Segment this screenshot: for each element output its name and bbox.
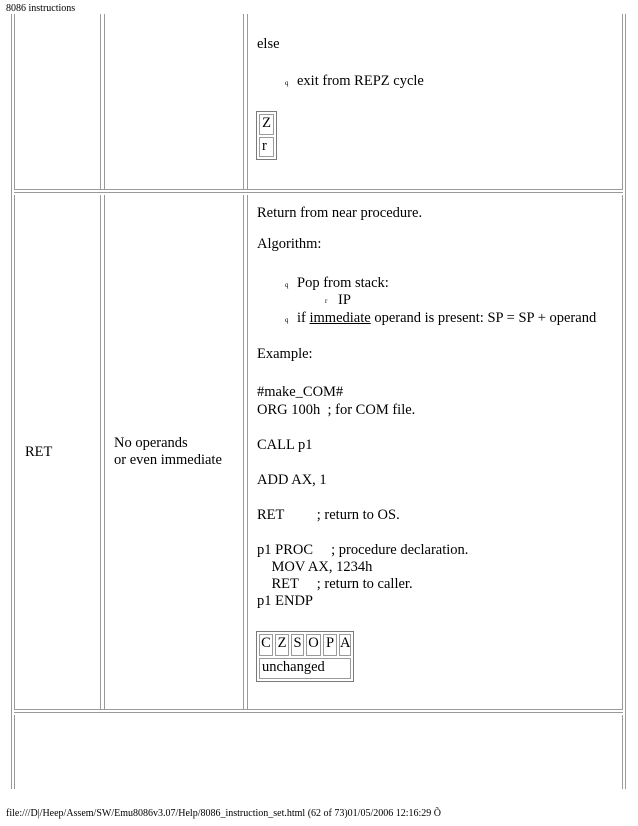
algorithm-step-1: Pop from stack: (297, 275, 389, 291)
code-line: ORG 100h ; for COM file. (257, 402, 416, 418)
bullet-text: exit from REPZ cycle (297, 73, 424, 89)
code-line: MOV AX, 1234h (257, 559, 373, 575)
code-line: CALL p1 (257, 437, 313, 453)
instruction-name: RET (25, 444, 53, 460)
flag-header-z: Z (259, 114, 274, 135)
page-footer: file:///D|/Heep/Assem/SW/Emu8086v3.07/Help/8086_instruction_set.html (62 of 73)01/05/2006 12:16:29 Õ (6, 808, 442, 819)
bullet-icon: q (285, 316, 289, 324)
code-line: #make_COM# (257, 384, 344, 400)
page-header: 8086 instructions (6, 3, 76, 14)
description-text: Return from near procedure. (257, 205, 423, 221)
example-label: Example: (257, 346, 313, 362)
flag-header-o: O (306, 634, 321, 656)
flags-table (256, 111, 277, 160)
code-line: ADD AX, 1 (257, 472, 327, 488)
step-2-suffix: operand is present: SP = SP + operand (370, 310, 597, 326)
sub-bullet-icon: r (325, 297, 328, 305)
else-text: else (257, 36, 280, 52)
flag-value: r (259, 137, 274, 157)
operands-line-1: No operands (114, 435, 188, 451)
algorithm-step-2 (297, 310, 596, 327)
flag-header-p: P (323, 634, 337, 656)
flag-header-z: Z (275, 634, 289, 656)
bullet-icon: q (285, 79, 289, 87)
flag-header-s: S (291, 634, 304, 656)
flag-header-c: C (259, 634, 273, 656)
flags-table (256, 631, 354, 682)
algorithm-label: Algorithm: (257, 236, 322, 252)
code-line: p1 PROC ; procedure declaration. (257, 542, 469, 558)
bullet-icon: q (285, 281, 289, 289)
algorithm-step-1-sub: IP (338, 292, 351, 308)
step-2-prefix: if (297, 310, 310, 326)
flag-header-a: A (339, 634, 351, 656)
flag-value: unchanged (259, 658, 351, 679)
immediate-link[interactable]: immediate (309, 310, 371, 326)
code-line: RET ; return to OS. (257, 507, 400, 523)
operands-line-2: or even immediate (114, 452, 222, 468)
code-line: p1 ENDP (257, 593, 313, 609)
code-line: RET ; return to caller. (257, 576, 413, 592)
